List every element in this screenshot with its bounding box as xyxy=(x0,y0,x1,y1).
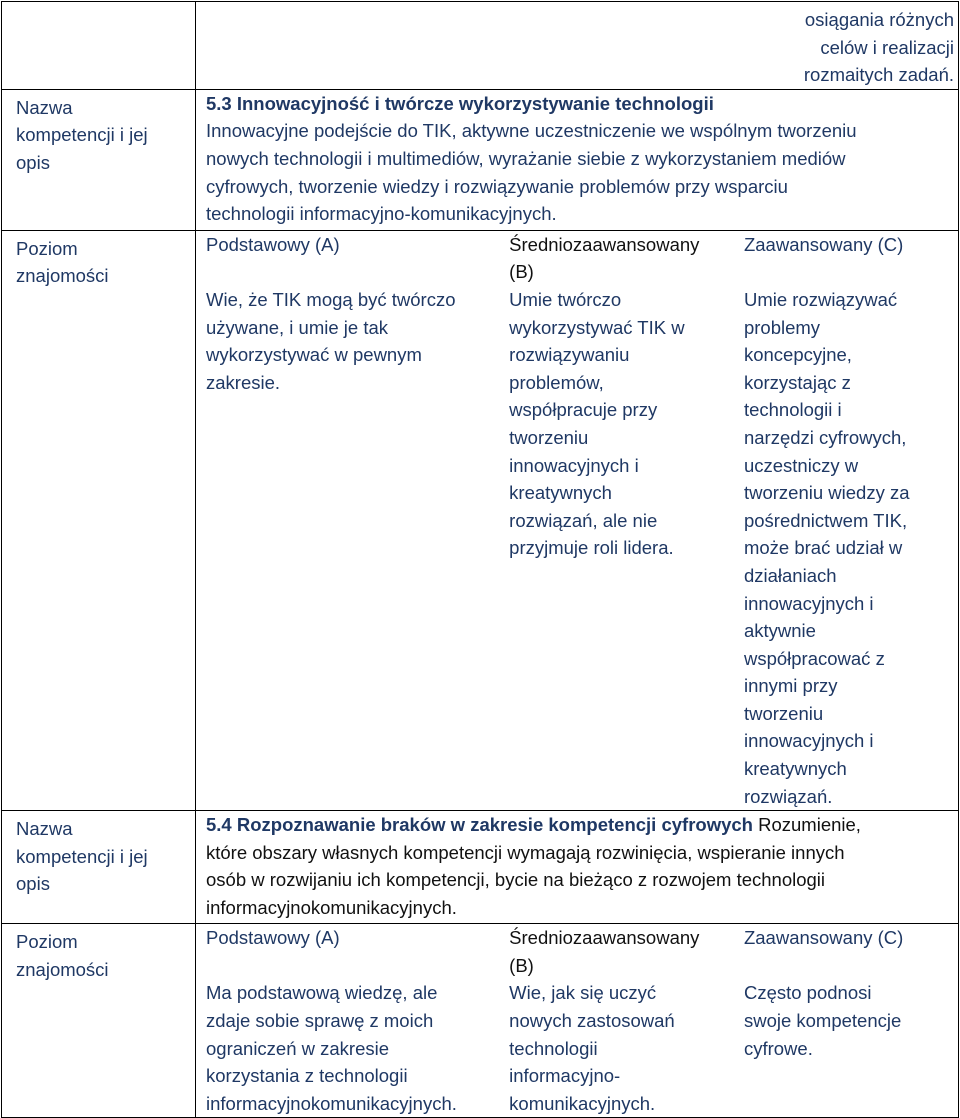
competency-5-4-levels-cell xyxy=(196,924,959,1118)
competency-5-3-title: 5.3 Innowacyjność i twórcze wykorzystywanie technologii xyxy=(206,92,714,114)
table-row xyxy=(2,89,959,230)
level-a-header: Podstawowy (A) xyxy=(206,927,340,949)
level-c-header: Zaawansowany (C) xyxy=(743,927,904,949)
competency-5-3-cell xyxy=(196,89,959,230)
competency-table xyxy=(1,1,959,1118)
competency-5-4-cell xyxy=(196,811,959,924)
empty-label-cell xyxy=(2,2,196,90)
levels-grid xyxy=(206,924,952,1117)
level-b-text: Umie twórczo wykorzystywać TIK w rozwiązywaniu problemów, współpracuje przy tworzeniu innowacyjnych i kreatywnych rozwiązań, ale nie przyjmuje roli lidera. xyxy=(509,288,685,559)
competency-name-label: Nazwa kompetencji i jej opis xyxy=(2,811,196,924)
level-b-column xyxy=(509,231,744,810)
competency-5-3-description: Innowacyjne podejście do TIK, aktywne uczestniczenie we wspólnym tworzeniu nowych technologii i multimediów, wyrażanie siebie z wykorzystaniem mediów cyfrowych, tworzenie wiedzy i rozwiązywanie problemów przy wsparciu technologii informacyjno-komunikacyjnych. xyxy=(206,120,857,225)
competency-5-4-description-start: Rozumienie, xyxy=(752,814,861,836)
level-c-column xyxy=(744,231,952,810)
level-c-text: Umie rozwiązywać problemy koncepcyjne, korzystając z technologii i narzędzi cyfrowych, uczestniczy w tworzeniu wiedzy za pośrednictwem TIK, może brać udział w działaniach innowacyjnych i aktywnie współpracować z innymi przy tworzeniu innowacyjnych i kreatywnych rozwiązań. xyxy=(743,288,910,807)
table-row xyxy=(2,230,959,810)
table-row xyxy=(2,2,959,90)
level-c-column xyxy=(744,924,952,1117)
level-label: Poziom znajomości xyxy=(2,924,196,1118)
competency-5-4-title: 5.4 Rozpoznawanie braków w zakresie kompetencji cyfrowych xyxy=(206,814,753,836)
level-a-text: Ma podstawową wiedzę, ale zdaje sobie sprawę z moich ograniczeń w zakresie korzystania z technologii informacyjnokomunikacyjnych. xyxy=(206,982,457,1114)
previous-level-text-tail: osiągania różnych celów i realizacji rozmaitych zadań. xyxy=(196,2,959,90)
competency-5-3-levels-cell xyxy=(196,230,959,810)
level-b-text: Wie, jak się uczyć nowych zastosowań technologii informacyjno- komunikacyjnych. xyxy=(509,982,675,1114)
competency-5-4-description: które obszary własnych kompetencji wymagają rozwinięcia, wspieranie innych osób w rozwijaniu ich kompetencji, bycie na bieżąco z rozwojem technologii informacyjnokomunikacyjnych. xyxy=(206,841,845,919)
level-c-header: Zaawansowany (C) xyxy=(743,233,904,255)
level-a-column xyxy=(206,231,509,810)
level-a-text: Wie, że TIK mogą być twórczo używane, i umie je tak wykorzystywać w pewnym zakresie. xyxy=(206,288,456,393)
competency-name-label: Nazwa kompetencji i jej opis xyxy=(2,89,196,230)
level-b-column xyxy=(509,924,744,1117)
level-label: Poziom znajomości xyxy=(2,230,196,810)
level-b-header: Średniozaawansowany (B) xyxy=(509,927,700,976)
level-a-header: Podstawowy (A) xyxy=(206,233,340,255)
level-c-text: Często podnosi swoje kompetencje cyfrowe. xyxy=(743,982,902,1059)
level-b-header: Średniozaawansowany (B) xyxy=(509,233,700,283)
level-a-column xyxy=(206,924,509,1117)
table-row xyxy=(2,811,959,924)
levels-grid xyxy=(206,231,952,810)
table-row xyxy=(2,924,959,1118)
